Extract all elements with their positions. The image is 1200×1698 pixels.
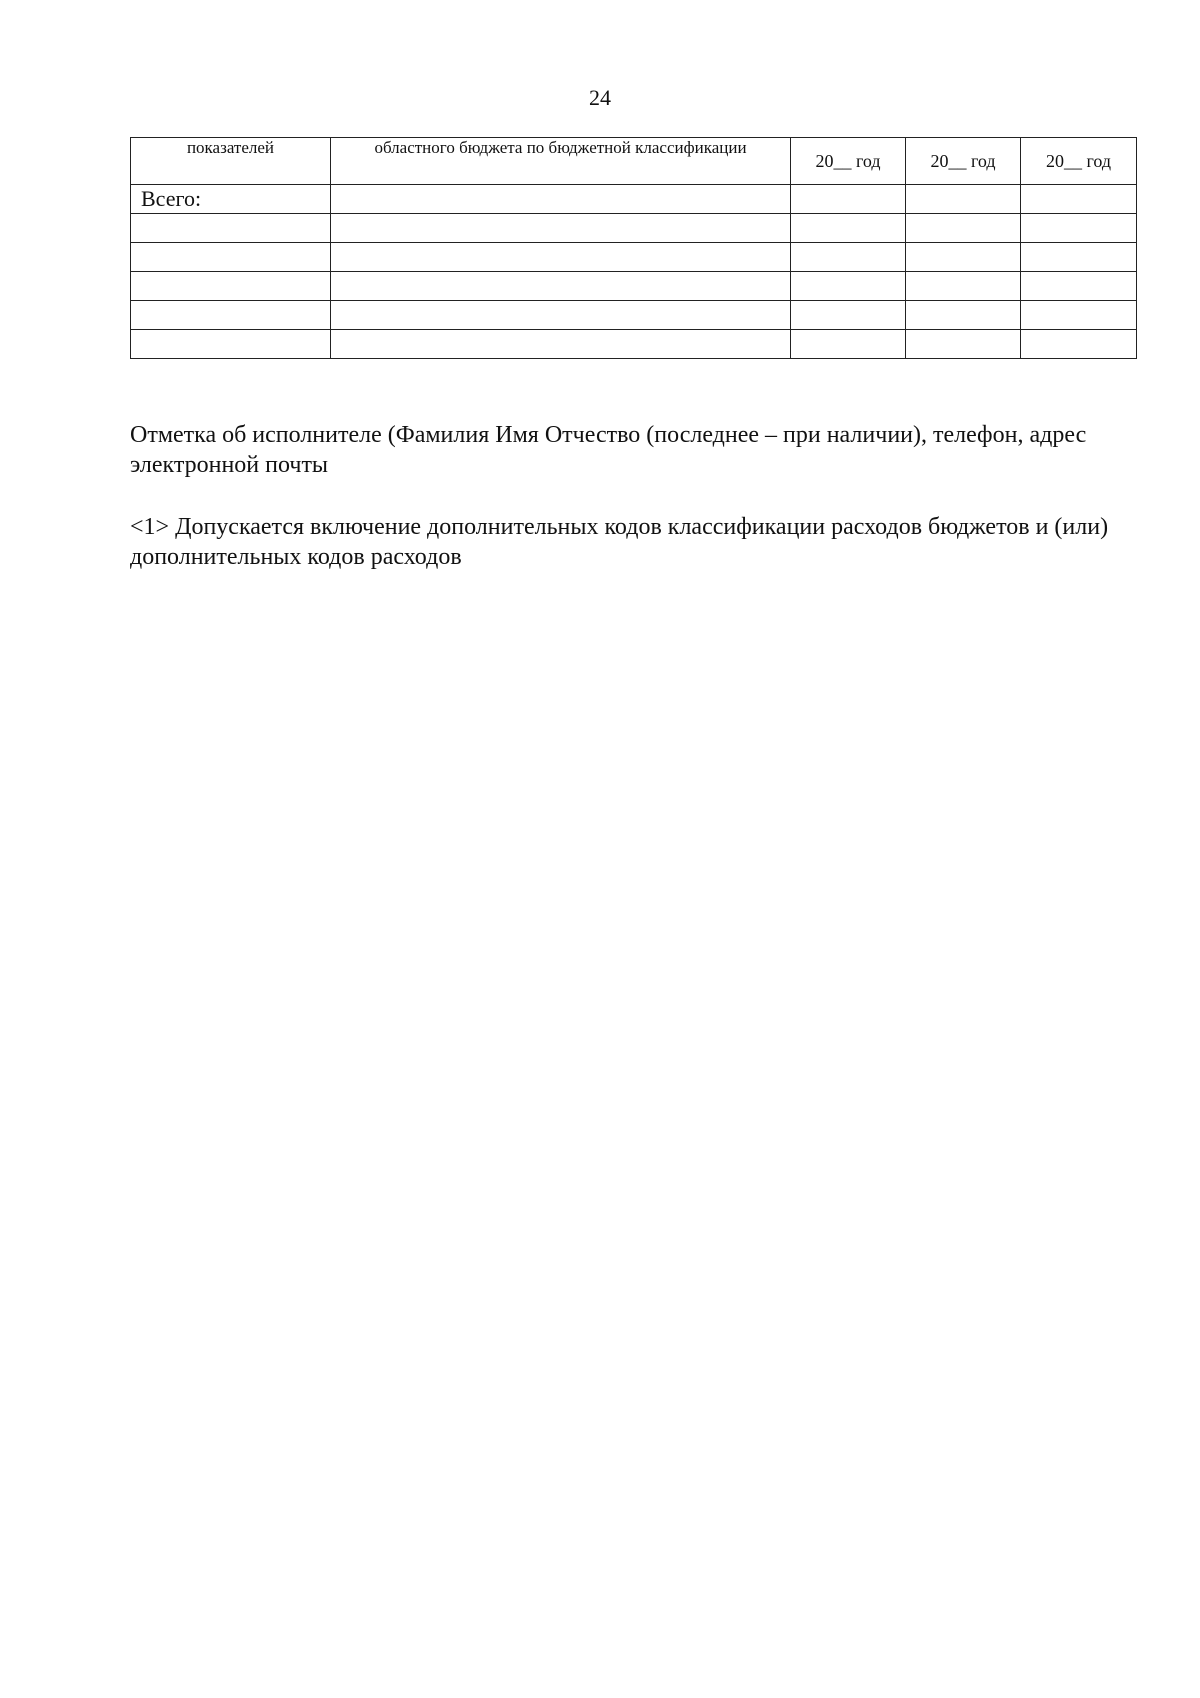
header-year-2: 20__ год — [906, 138, 1021, 185]
table-cell — [331, 301, 791, 330]
table-cell — [1021, 214, 1137, 243]
table-row — [131, 272, 1137, 301]
table-cell — [791, 272, 906, 301]
page-number: 24 — [589, 85, 611, 110]
table-row-total — [131, 185, 1137, 214]
table-cell — [1021, 330, 1137, 359]
table-cell — [331, 185, 791, 214]
table-row — [131, 330, 1137, 359]
table-cell — [131, 301, 331, 330]
table-cell — [1021, 272, 1137, 301]
table-cell — [1021, 243, 1137, 272]
table-cell — [131, 243, 331, 272]
executor-note: Отметка об исполнителе (Фамилия Имя Отчество (последнее – при наличии), телефон, адрес электронной почты — [130, 422, 1087, 478]
table-cell — [791, 185, 906, 214]
header-budget-classification: областного бюджета по бюджетной классификации — [331, 138, 791, 185]
table-cell — [906, 214, 1021, 243]
table-cell — [906, 330, 1021, 359]
table-row — [131, 243, 1137, 272]
header-year-1: 20__ год — [791, 138, 906, 185]
table-header-row — [131, 138, 1137, 185]
table-cell — [791, 243, 906, 272]
budget-table — [130, 137, 1137, 359]
table-cell — [791, 330, 906, 359]
table-cell — [331, 272, 791, 301]
table-cell — [131, 272, 331, 301]
table-cell — [131, 214, 331, 243]
table-row — [131, 214, 1137, 243]
header-year-3: 20__ год — [1021, 138, 1137, 185]
table-cell — [131, 330, 331, 359]
table-cell — [331, 243, 791, 272]
total-label: Всего: — [141, 186, 202, 211]
table-cell — [331, 330, 791, 359]
table-cell — [906, 243, 1021, 272]
header-indicators: показателей — [131, 138, 331, 185]
table-cell — [791, 301, 906, 330]
table-cell — [331, 214, 791, 243]
table-cell — [791, 214, 906, 243]
table-cell — [906, 301, 1021, 330]
table-row — [131, 301, 1137, 330]
table-cell — [906, 272, 1021, 301]
footnote: <1> Допускается включение дополнительных кодов классификации расходов бюджетов и (или) дополнительных кодов расходов — [130, 514, 1109, 570]
table-cell — [1021, 301, 1137, 330]
total-cell — [131, 185, 331, 214]
table-cell — [1021, 185, 1137, 214]
table-cell — [906, 185, 1021, 214]
